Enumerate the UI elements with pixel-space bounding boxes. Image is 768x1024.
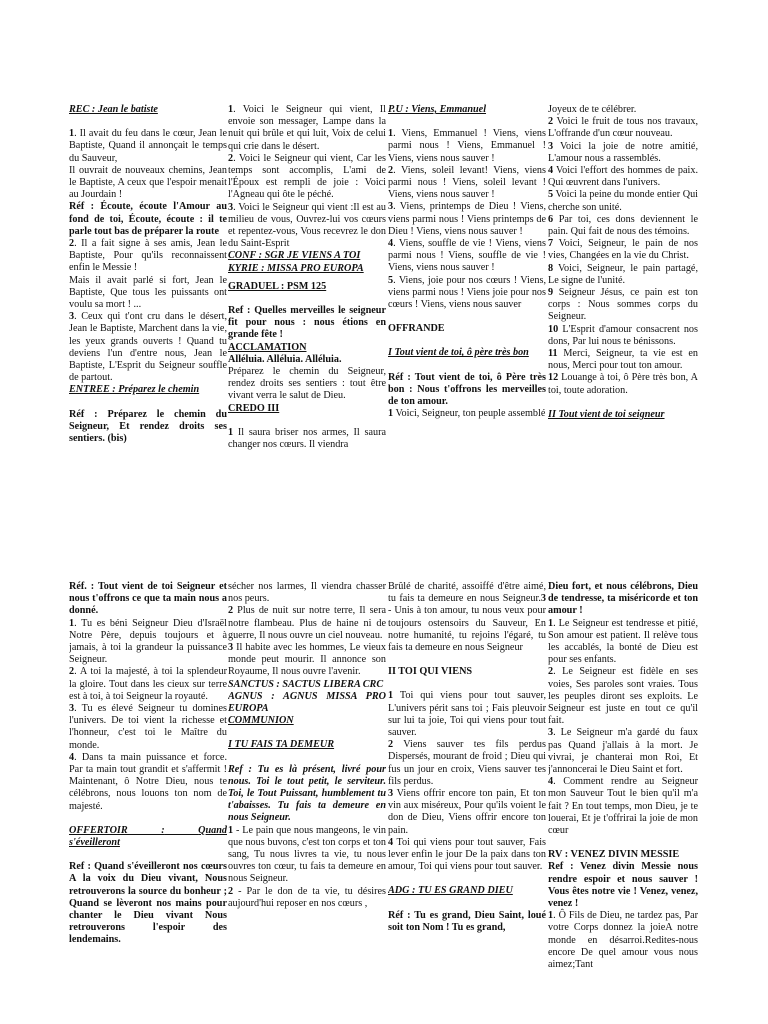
- verse-number: 1: [388, 690, 394, 702]
- verse-number: 3: [548, 140, 554, 152]
- verse-text: Brûlé de charité, assoiffé d'être aimé, tu fais ta demeure en nous Seigneur.: [388, 581, 546, 605]
- verse-text: - Par le don de ta vie, tu désires aujourd'hui reposer en nos cœurs ,: [228, 885, 386, 909]
- section-title-agnus: AGNUS : AGNUS MISSA PRO EUROPA: [228, 690, 386, 715]
- verse-text: . Il avait du feu dans le cœur, Jean le Baptiste, Quand il annonçait le temps du Sauveur,: [69, 128, 227, 164]
- verse-number: 1: [548, 617, 554, 629]
- verse-number: 4: [388, 238, 394, 250]
- refrain: Dieu fort, et nous célébrons, Dieu de tendresse, ta miséricorde et ton amour !: [548, 581, 698, 617]
- verse-text: Par toi, ces dons deviennent le pain. Qui fait de nous des témoins.: [548, 213, 698, 238]
- verse-text: . Viens, souffle de vie ! Viens, viens parmi nous ! Viens, souffle de vie ! Viens, viens nous sauver !: [388, 238, 546, 274]
- section-title-offertoir-cont: s'éveilleront: [69, 837, 120, 849]
- verse-number: 2: [228, 152, 234, 164]
- verse-text: . Voici le Seigneur qui vient :Il est au milieu de vous, Ouvrez-lui vos cœurs et repentez-vous, Vous recevrez le don du Saint-Esprit: [228, 201, 386, 250]
- verse: [388, 581, 546, 654]
- verse-number: 2: [69, 238, 75, 250]
- verse-text: . Dans ta main puissance et force. Par ta main tout grandit et s'affermit ! Maintenant, ô Notre Dieu, nous te célébrons, nous louons ton nom de majesté.: [69, 751, 227, 812]
- verse-number: 1: [548, 910, 554, 922]
- song-title: REC : Jean le batiste: [69, 104, 158, 115]
- verse-number: 4: [388, 836, 394, 848]
- verse-text: Voici le fruit de tous nos travaux, L'offrande d'un cœur nouveau.: [548, 116, 698, 140]
- bottom-section: [0, 581, 768, 1021]
- verse-text: . Ô Fils de Dieu, ne tardez pas, Par votre Corps donnez la joieA notre monde en désarroi.Redites-nous encore De quel amour vous nous aimez;Tant: [548, 910, 698, 971]
- verse-text: Voici, Seigneur, le pain partagé, Le signe de l'unité.: [548, 262, 698, 286]
- verse-number: 3: [69, 703, 75, 715]
- verse: [69, 703, 227, 752]
- verse-text: Voici la joie de notre amitié, L'amour nous a rassemblés.: [548, 140, 698, 164]
- verse-number: 3: [69, 311, 75, 323]
- verse: [388, 837, 546, 874]
- verse: [388, 128, 546, 165]
- verse-number: 11: [548, 348, 558, 360]
- refrain: Réf. : Tout vient de toi Seigneur et nous t'offrons ce que ta main nous a donné.: [69, 581, 227, 617]
- verse: [548, 910, 698, 971]
- verse-text: . Il a fait signe à ses amis, Jean le Baptiste, Pour qu'ils reconnaissent enfin le Messie !: [69, 238, 227, 274]
- refrain: Réf : Écoute, écoute l'Amour au fond de toi, Écoute, écoute : il te parle tout bas de préparer la route: [69, 201, 227, 237]
- column-2: [228, 581, 386, 1021]
- verse-text: . Viens, soleil levant! Viens, viens parmi nous ! Viens, soleil levant ! Viens, viens nous sauver !: [388, 164, 546, 201]
- verse-text: Il saura briser nos armes, Il saura changer nos cœurs. Il viendra: [228, 426, 386, 451]
- verse: [228, 886, 386, 910]
- verse-text: Voici l'effort des hommes de paix. Qui œuvrent dans l'univers.: [548, 165, 698, 189]
- column-1: [69, 104, 227, 496]
- song-title: I TU FAIS TA DEMEUR: [228, 739, 335, 751]
- verse-number: 2: [388, 164, 394, 176]
- verse: [388, 788, 546, 837]
- refrain: Ref : Venez divin Messie nous rendre espoir et nous sauver ! Vous êtes notre vie ! Venez, venez, venez !: [548, 861, 698, 910]
- verse-text: Merci, Seigneur, ta vie est en nous, Merci pour tout ton amour.: [548, 348, 698, 372]
- verse-number: 3: [388, 788, 394, 800]
- refrain: Ref : Tu es là présent, livré pour nous. Toi le tout petit, le serviteur. Toi, le Tout Puissant, humblement tu t'abaisses. Tu fais ta demeure en nous Seigneur.: [228, 763, 386, 824]
- verse: [228, 427, 386, 451]
- verse: [548, 618, 698, 667]
- verse-number: 2: [228, 885, 234, 897]
- verse-text: . Le Seigneur est tendresse et pitié, Son amour est patient. Il relève tous les accablés, la bonté de Dieu est pour ses enfants.: [548, 617, 698, 666]
- verse: Joyeux de te célébrer.: [548, 104, 637, 115]
- section-title-acclamation: ACCLAMATION: [228, 341, 307, 353]
- verse: [69, 238, 227, 275]
- verse-number: 2: [548, 666, 554, 678]
- section-title-graduel: GRADUEL : PSM 125: [228, 280, 327, 292]
- verse-number: 3: [228, 201, 234, 213]
- verse-number: 2: [69, 666, 75, 678]
- section-title-communion: COMMUNION: [228, 715, 294, 727]
- song-title: I Tout vient de toi, ô père très bon: [388, 347, 529, 359]
- column-3: [388, 104, 546, 496]
- song-title: II Tout vient de toi seigneur: [548, 408, 665, 420]
- verse: [388, 739, 546, 788]
- verse-text: . Le Seigneur est fidèle en ses voies, Ses paroles sont vraies. Tous les peuples diront ses exploits. Le Seigneur est juste en tout ce qu'il fait.: [548, 666, 698, 727]
- verse-number: 8: [548, 262, 554, 274]
- verse-number: 1: [388, 408, 394, 420]
- verse-text: - Le pain que nous mangeons, le vin que nous buvons, c'est ton corps et ton sang, Tu nous livres ta vie, tu nous ouvres ton cœur, tu fais ta demeure en nous Seigneur.: [228, 824, 386, 885]
- verse-text: . Tu es élevé Seigneur tu domines l'univers. De toi vient la richesse et l'honneur, c'est toi le Maître du monde.: [69, 703, 227, 751]
- verse: [69, 128, 227, 165]
- verse-text: Voici, Seigneur, ton peuple assemblé: [393, 408, 546, 420]
- top-section: [0, 104, 768, 496]
- verse-text: Toi qui viens pour tout sauver, L'univers périt sans toi ; Fais pleuvoir sur lui ta joie, Toi qui viens pour tout sauver.: [388, 690, 546, 739]
- verse-text: . Tu es béni Seigneur Dieu d'Israël Notre Père, depuis toujours et à jamais, à toi la grandeur la puissance Seigneur.: [69, 617, 227, 666]
- verse: [548, 727, 698, 776]
- verse: [548, 372, 698, 396]
- verse: [548, 324, 698, 348]
- verse-text: L'Esprit d'amour consacrent nos dons, Par lui nous te bénissons.: [548, 323, 698, 347]
- verse: [228, 202, 386, 251]
- verse-number: 2: [388, 739, 394, 751]
- verse-number: 4: [548, 776, 554, 788]
- column-2: [228, 104, 386, 496]
- verse-text: . Voici le Seigneur qui vient, Il envoie son messager, Lampe dans la nuit qui brûle et qui luit, Voix de celui qui crie dans le désert.: [228, 104, 386, 152]
- refrain: Réf : Tu es grand, Dieu Saint, loué soit ton Nom ! Tu es grand,: [388, 909, 546, 933]
- verse: [548, 116, 698, 140]
- verse: [228, 825, 386, 886]
- verse: [548, 666, 698, 727]
- verse-text: Toi qui viens pour tout sauver, Fais lever enfin le jour De la paix dans ton amour, Toi qui viens pour tout sauver.: [388, 836, 546, 873]
- column-1: [69, 581, 227, 1021]
- verse: [548, 141, 698, 165]
- verse-text: . A toi la majesté, à toi la splendeur la gloire. Tout dans les cieux sur terre est à toi, à toi Seigneur la royauté.: [69, 666, 227, 702]
- verse-text: Louange à toi, ô Père très bon, A toi, toute adoration.: [548, 372, 698, 396]
- verse-text: . Viens, Emmanuel ! Viens, viens parmi nous ! Viens, Emmanuel ! Viens, viens nous sauver !: [388, 128, 546, 164]
- verse: Préparez le chemin du Seigneur, rendez droits ses sentiers : tout être vivant verra le salut de Dieu.: [228, 366, 386, 402]
- refrain: Ref : Quand s'éveilleront nos cœurs A la voix du Dieu vivant, Nous retrouverons la source du bonheur ; Quand se lèveront nos mains pour chanter le Dieu vivant Nous retrouverons l'espoir des lendemains.: [69, 861, 227, 946]
- verse-number: 6: [548, 213, 554, 225]
- verse-number: 5: [548, 189, 554, 201]
- verse: [548, 776, 698, 837]
- verse-text: Voici, Seigneur, le pain de nos vies, Changées en la vie du Christ.: [548, 238, 698, 262]
- verse: [548, 214, 698, 238]
- verse-number: 4: [548, 165, 554, 177]
- verse-number: 3: [548, 727, 554, 739]
- verse: [69, 666, 227, 703]
- section-title-sanctus: SANCTUS : SACTUS LIBERA CRC: [228, 678, 384, 690]
- verse-number: 10: [548, 323, 559, 335]
- verse: [388, 690, 546, 739]
- verse: [388, 275, 546, 312]
- verse-text: . Viens, printemps de Dieu ! Viens, viens parmi nous ! Viens printemps de Dieu ! Viens, viens nous sauver !: [388, 201, 546, 237]
- verse: Il ouvrait de nouveaux chemins, Jean le Baptiste, A ceux que l'espoir menait au Jourdain !: [69, 164, 227, 201]
- verse-number: 3: [228, 642, 234, 654]
- verse-number: 1: [69, 617, 75, 629]
- verse: [388, 165, 546, 202]
- verse: [388, 201, 546, 238]
- song-title: P.U : Viens, Emmanuel: [388, 104, 487, 115]
- verse: [548, 263, 698, 287]
- verse-number: 2: [548, 116, 554, 128]
- verse-number: 4: [69, 751, 75, 763]
- title-part: Quand: [198, 824, 227, 836]
- section-title-rv: RV : VENEZ DIVIN MESSIE: [548, 849, 680, 861]
- verse: [388, 238, 546, 275]
- verse-number: 1: [388, 128, 394, 140]
- verse: [69, 311, 227, 384]
- verse-text: Il habite avec les hommes, Le vieux monde peut mourir. Il annonce son Royaume, Il nous ouvre l'avenir.: [228, 642, 386, 678]
- verse-text: Seigneur Jésus, ce pain est ton corps : Nous sommes corps du Seigneur.: [548, 287, 698, 323]
- verse-text: . Ceux qui t'ont cru dans le désert, Jean le Baptiste, Marchent dans la vie, les yeux grands ouverts ! Quand tu deviens l'un d'entre nous, Jean le Baptiste, L'Esprit du Seigneur souffle de partout.: [69, 311, 227, 384]
- verse-text: Voici la peine du monde entier Qui cherche son unité.: [548, 189, 698, 213]
- section-title-entree: ENTREE : Préparez le chemin: [69, 384, 200, 396]
- section-title-adg: ADG : TU ES GRAND DIEU: [388, 885, 513, 897]
- verse: [548, 287, 698, 324]
- section-title-offertoir: [69, 825, 227, 837]
- verse: [548, 348, 698, 372]
- verse-number: 1: [228, 426, 234, 438]
- column-3: [388, 581, 546, 1021]
- section-title-credo: CREDO III: [228, 402, 280, 414]
- verse-number: 3: [388, 201, 394, 213]
- verse-number: 7: [548, 238, 554, 250]
- verse-number: 1: [228, 104, 234, 115]
- verse-number: 5: [388, 274, 394, 286]
- verse-number: 12: [548, 372, 559, 384]
- refrain: Réf : Tout vient de toi, ô Père très bon : Nous t'offrons les merveilles de ton amour.: [388, 371, 546, 408]
- verse: [388, 408, 546, 420]
- verse-number: 3: [540, 593, 546, 605]
- section-title-offrande: OFFRANDE: [388, 323, 445, 335]
- alleluia: Alléluia. Alléluia. Alléluia.: [228, 353, 342, 365]
- section-title-conf: CONF : SGR JE VIENS A TOI: [228, 250, 361, 262]
- song-title: II TOI QUI VIENS: [388, 666, 473, 678]
- verse-number: 2: [228, 605, 234, 617]
- verse-number: 9: [548, 287, 554, 299]
- verse: [69, 618, 227, 667]
- verse: [548, 189, 698, 213]
- verse: [548, 165, 698, 189]
- verse: [228, 104, 386, 153]
- verse: Mais il avait parlé si fort, Jean le Baptiste, Que tous les puissants ont voulu sa mort ! ...: [69, 274, 227, 311]
- verse: [228, 153, 386, 202]
- verse-text: . Viens, joie pour nos cœurs ! Viens, viens parmi nous ! Viens joie pour nos cœurs ! Viens, viens nous sauver: [388, 274, 546, 311]
- refrain: Réf : Préparez le chemin du Seigneur, Et rendez droits ses sentiers. (bis): [69, 408, 227, 445]
- verse-text: Viens offrir encore ton pain, Et ton vin aux miséreux, Pour qu'ils voient le don de Dieu, Viens offrir encore ton pain.: [388, 788, 546, 836]
- refrain: Ref : Quelles merveilles le seigneur fit pour nous : nous étions en grande fête !: [228, 305, 386, 341]
- column-4: [548, 581, 698, 1021]
- title-part: OFFERTOIR :: [69, 824, 165, 836]
- verse-text: Viens sauver tes fils perdus Dispersés, mourant de froid ; Dieu qui fus un jour en croix, Viens sauver tes fils perdus.: [388, 739, 546, 787]
- verse-text: - Unis à ton amour, tu nous veux pour toujours ostensoirs du Sauveur, En notre humanité, tu rejoins l'égaré, tu fais ta demeure en nous Seigneur: [388, 605, 546, 654]
- section-title-kyrie: KYRIE : MISSA PRO EUROPA: [228, 262, 364, 274]
- verse: sécher nos larmes, Il viendra chasser nos peurs.: [228, 581, 386, 605]
- verse-text: . Comment rendre au Seigneur mon Sauveur Tout le bien qu'il m'a fait ? En tout temps, mon Dieu, je te louerai, Et je t'offrirai la joie de mon cœur: [548, 776, 698, 837]
- verse-text: Plus de nuit sur notre terre, Il sera notre flambeau. Plus de haine ni de guerre, Il nous ouvre un ciel nouveau.: [228, 605, 386, 641]
- verse-number: 1: [228, 824, 234, 836]
- verse-text: . Voici le Seigneur qui vient, Car les temps sont accomplis, L'ami de l'Époux est rempli de joie : Voici l'Agneau qui ôte le péché.: [228, 152, 386, 201]
- verse: [548, 238, 698, 262]
- verse: [228, 642, 386, 679]
- verse: [228, 605, 386, 642]
- verse-text: . Le Seigneur m'a gardé du faux pas Quand j'allais à la mort. Je vivrai, je chanterai mon Roi, Et j'annoncerai le Dieu Saint et fort.: [548, 727, 698, 776]
- verse: [69, 752, 227, 813]
- verse-number: 1: [69, 128, 75, 140]
- column-4: [548, 104, 698, 496]
